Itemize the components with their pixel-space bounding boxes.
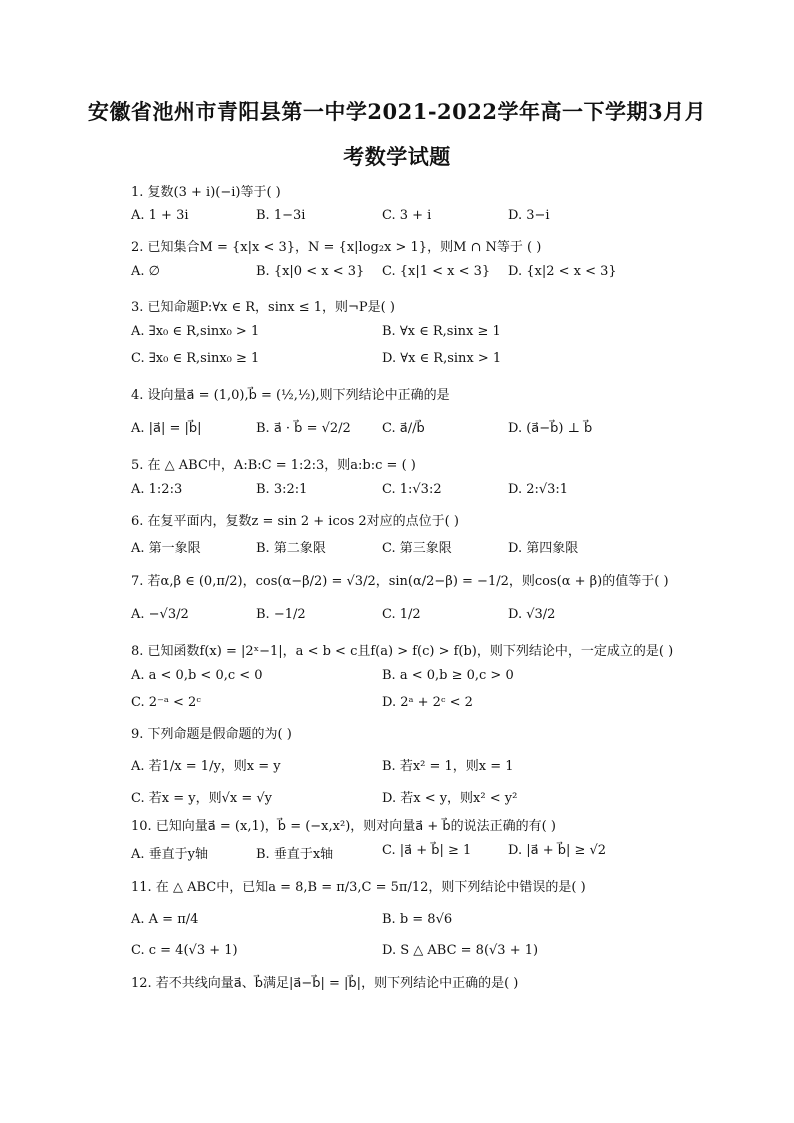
q10-option-b[interactable]: B. 垂直于x轴: [256, 847, 334, 862]
q10-option-d[interactable]: D. |a⃗ + b⃗| ≥ √2: [508, 843, 607, 858]
question-8-options-row-2: [0, 695, 794, 713]
question-4-stem: 4. 设向量a⃗ = (1,0),b⃗ = (½,½),则下列结论中正确的是: [131, 388, 450, 403]
question-9-options-row-2: [0, 787, 794, 805]
q11-option-d[interactable]: D. S △ ABC = 8(√3 + 1): [382, 943, 539, 958]
q2-option-b[interactable]: B. {x|0 < x < 3}: [256, 264, 365, 279]
q3-option-b[interactable]: B. ∀x ∈ R,sinx ≥ 1: [382, 324, 501, 339]
q1-option-a[interactable]: A. 1 + 3i: [131, 208, 189, 223]
q10-option-a[interactable]: A. 垂直于y轴: [131, 847, 208, 862]
q9-option-c[interactable]: C. 若x = y，则√x = √y: [131, 791, 272, 806]
q7-option-c[interactable]: C. 1/2: [382, 607, 421, 622]
page-title-line-1: 安徽省池州市青阳县第一中学2021-2022学年高一下学期3月月: [87, 99, 707, 124]
q5-option-d[interactable]: D. 2:√3:1: [508, 482, 569, 497]
q6-option-c[interactable]: C. 第三象限: [382, 541, 452, 556]
q7-option-b[interactable]: B. −1/2: [256, 607, 306, 622]
q6-option-d[interactable]: D. 第四象限: [508, 541, 579, 556]
question-9-stem: 9. 下列命题是假命题的为( ): [131, 727, 292, 742]
question-1-options: [0, 208, 794, 226]
question-3-stem: 3. 已知命题P:∀x ∈ R，sinx ≤ 1，则¬P是( ): [131, 300, 395, 315]
q3-option-d[interactable]: D. ∀x ∈ R,sinx > 1: [382, 351, 502, 366]
q9-option-b[interactable]: B. 若x² = 1，则x = 1: [382, 759, 514, 774]
question-11-stem: 11. 在 △ ABC中，已知a = 8,B = π/3,C = 5π/12，则下列结论中错误的是( ): [131, 880, 586, 895]
question-8-stem: 8. 已知函数f(x) = |2ˣ−1|，a < b < c且f(a) > f(c) > f(b)，则下列结论中，一定成立的是( ): [131, 644, 674, 659]
question-5-options: [0, 482, 794, 500]
q11-option-a[interactable]: A. A = π/4: [131, 912, 199, 927]
question-3-options-row-1: [0, 324, 794, 342]
q11-option-b[interactable]: B. b = 8√6: [382, 912, 453, 927]
q6-option-b[interactable]: B. 第二象限: [256, 541, 326, 556]
q2-option-d[interactable]: D. {x|2 < x < 3}: [508, 264, 617, 279]
question-8-options-row-1: [0, 668, 794, 686]
page-title-line-2: 考数学试题: [343, 144, 451, 169]
question-12-stem: 12. 若不共线向量a⃗、b⃗满足|a⃗−b⃗| = |b⃗|，则下列结论中正确的是( ): [131, 976, 519, 991]
q5-option-b[interactable]: B. 3:2:1: [256, 482, 308, 497]
q7-option-d[interactable]: D. √3/2: [508, 607, 556, 622]
question-11-options-row-1: [0, 912, 794, 930]
question-9-options-row-1: [0, 755, 794, 773]
question-1-stem: 1. 复数(3 + i)(−i)等于( ): [131, 185, 281, 200]
q7-option-a[interactable]: A. −√3/2: [131, 607, 189, 622]
question-2-stem: 2. 已知集合M = {x|x < 3}，N = {x|log₂x > 1}，则M ∩ N等于 ( ): [131, 240, 542, 255]
q5-option-a[interactable]: A. 1:2:3: [131, 482, 183, 497]
q9-option-a[interactable]: A. 若1/x = 1/y，则x = y: [131, 759, 281, 774]
q1-option-c[interactable]: C. 3 + i: [382, 208, 432, 223]
q10-option-c[interactable]: C. |a⃗ + b⃗| ≥ 1: [382, 843, 472, 858]
q6-option-a[interactable]: A. 第一象限: [131, 541, 201, 556]
q5-option-c[interactable]: C. 1:√3:2: [382, 482, 442, 497]
q4-option-b[interactable]: B. a⃗ · b⃗ = √2/2: [256, 421, 351, 436]
q3-option-c[interactable]: C. ∃x₀ ∈ R,sinx₀ ≥ 1: [131, 351, 260, 366]
q1-option-d[interactable]: D. 3−i: [508, 208, 550, 223]
question-5-stem: 5. 在 △ ABC中，A:B:C = 1:2:3，则a:b:c = ( ): [131, 458, 416, 473]
q8-option-d[interactable]: D. 2ᵃ + 2ᶜ < 2: [382, 695, 473, 710]
question-7-stem: 7. 若α,β ∈ (0,π/2)，cos(α−β/2) = √3/2，sin(α/2−β) = −1/2，则cos(α + β)的值等于( ): [131, 574, 669, 589]
q8-option-b[interactable]: B. a < 0,b ≥ 0,c > 0: [382, 668, 514, 683]
question-6-options: [0, 537, 794, 555]
q4-option-d[interactable]: D. (a⃗−b⃗) ⊥ b⃗: [508, 421, 593, 436]
q3-option-a[interactable]: A. ∃x₀ ∈ R,sinx₀ > 1: [131, 324, 260, 339]
q1-option-b[interactable]: B. 1−3i: [256, 208, 306, 223]
question-7-options: [0, 607, 794, 625]
question-10-stem: 10. 已知向量a⃗ = (x,1)，b⃗ = (−x,x²)，则对向量a⃗ + b⃗的说法正确的有( ): [131, 819, 556, 834]
question-2-options: [0, 264, 794, 282]
question-4-options: [0, 421, 794, 439]
q8-option-c[interactable]: C. 2⁻ᵃ < 2ᶜ: [131, 695, 201, 710]
q9-option-d[interactable]: D. 若x < y，则x² < y²: [382, 791, 518, 806]
q8-option-a[interactable]: A. a < 0,b < 0,c < 0: [131, 668, 263, 683]
q11-option-c[interactable]: C. c = 4(√3 + 1): [131, 943, 238, 958]
q4-option-a[interactable]: A. |a⃗| = |b⃗|: [131, 421, 202, 436]
q2-option-c[interactable]: C. {x|1 < x < 3}: [382, 264, 491, 279]
question-3-options-row-2: [0, 351, 794, 369]
question-6-stem: 6. 在复平面内，复数z = sin 2 + icos 2对应的点位于( ): [131, 514, 459, 529]
question-11-options-row-2: [0, 943, 794, 961]
q4-option-c[interactable]: C. a⃗//b⃗: [382, 421, 425, 436]
q2-option-a[interactable]: A. ∅: [131, 264, 160, 279]
question-10-options: [0, 843, 794, 861]
